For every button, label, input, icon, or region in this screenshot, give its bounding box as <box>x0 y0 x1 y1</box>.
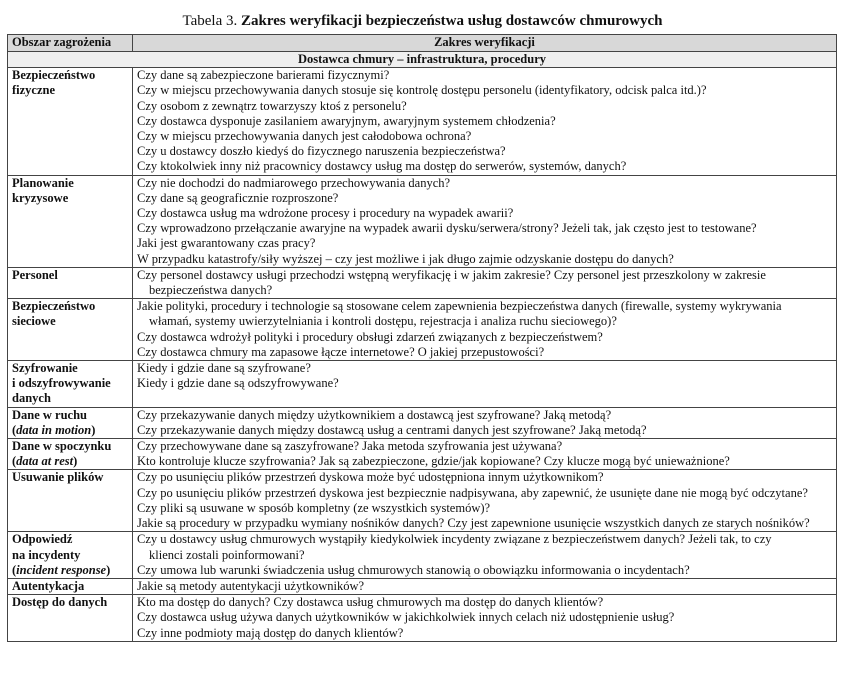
threat-area-label: Szyfrowanie <box>12 361 78 376</box>
section-row <box>8 52 837 68</box>
threat-area-cell <box>8 407 133 438</box>
table-caption <box>0 0 845 29</box>
threat-area-cell <box>8 68 133 175</box>
verification-questions-cell <box>133 439 837 470</box>
threat-area-cell <box>8 299 133 361</box>
threat-area-label: Dane w spoczynku <box>12 439 112 454</box>
verification-question: Czy u dostawcy usług chmurowych wystąpiły kiedykolwiek incydenty związane z bezpieczeństwem danych? Jeżeli tak, to czy <box>137 532 772 547</box>
table-row <box>8 361 837 408</box>
verification-questions-cell <box>133 407 837 438</box>
threat-area-label: Planowanie <box>12 175 74 190</box>
verification-question: Czy po usunięciu plików przestrzeń dyskowa jest bezpiecznie nadpisywana, aby zapewnić, że usunięte dane nie mogą być odczytane? <box>137 485 808 500</box>
header-threat-area: Obszar zagrożenia <box>8 35 133 52</box>
table-row <box>8 299 837 361</box>
verification-question: Czy po usunięciu plików przestrzeń dyskowa może być udostępniona innym użytkownikom? <box>137 470 604 485</box>
caption-title: Zakres weryfikacji bezpieczeństwa usług dostawców chmurowych <box>241 13 663 29</box>
verification-question: Jakie są procedury w przypadku wymiany nośników danych? Czy jest zapewnione usunięcie wszystkich danych ze starych nośników? <box>137 516 810 531</box>
verification-question: Czy osobom z zewnątrz towarzyszy ktoś z personelu? <box>137 98 407 113</box>
threat-area-cell <box>8 532 133 579</box>
threat-area-label: Dostęp do danych <box>12 595 108 610</box>
verification-question: Czy przekazywanie danych między dostawcą usług a centrami danych jest szyfrowane? Jaką metodą? <box>137 422 647 437</box>
verification-questions-cell <box>133 267 837 298</box>
verification-questions-cell <box>133 299 837 361</box>
threat-area-label: kryzysowe <box>12 190 69 205</box>
verification-question: klienci zostali poinformowani? <box>149 547 305 562</box>
threat-area-label: Autentykacja <box>12 578 85 593</box>
verification-question: Czy dostawca usług ma wdrożone procesy i procedury na wypadek awarii? <box>137 206 514 221</box>
verification-question: Czy dostawca wdrożył polityki i procedury obsługi zdarzeń związanych z bezpieczeństwem? <box>137 329 603 344</box>
threat-area-english-term: (data in motion) <box>12 422 96 437</box>
verification-question: Czy dostawca dysponuje zasilaniem awaryjnym, awaryjnym systemem chłodzenia? <box>137 113 556 128</box>
verification-table <box>7 34 837 642</box>
threat-area-english-term: (incident response) <box>12 562 111 577</box>
table-row <box>8 595 837 642</box>
section-title: Dostawca chmury – infrastruktura, procedury <box>8 52 837 68</box>
table-body <box>8 52 837 642</box>
table-row <box>8 68 837 175</box>
verification-question: Czy ktokolwiek inny niż pracownicy dostawcy usług ma dostęp do serwerów, systemów, danych? <box>137 159 627 174</box>
verification-question: Czy nie dochodzi do nadmiarowego przechowywania danych? <box>137 175 451 190</box>
table-row <box>8 532 837 579</box>
verification-question: Czy pliki są usuwane w sposób kompletny (ze wszystkich systemów)? <box>137 500 491 515</box>
threat-area-cell <box>8 267 133 298</box>
verification-question: Jakie polityki, procedury i technologie są stosowane celem zapewnienia bezpieczeństwa danych (firewalle, systemy wykrywania <box>137 299 782 314</box>
threat-area-label: fizyczne <box>12 83 56 98</box>
threat-area-label: Odpowiedź <box>12 532 73 547</box>
verification-question: Czy przechowywane dane są zaszyfrowane? Jaka metoda szyfrowania jest używana? <box>137 439 563 454</box>
threat-area-label: na incydenty <box>12 547 81 562</box>
verification-question: W przypadku katastrofy/siły wyższej – czy jest możliwe i jak długo zajmie odzyskanie dostępu do danych? <box>137 251 674 266</box>
verification-question: Jaki jest gwarantowany czas pracy? <box>137 236 316 251</box>
verification-question: Jakie są metody autentykacji użytkowników? <box>137 578 365 593</box>
verification-question: Czy w miejscu przechowywania danych stosuje się kontrolę dostępu personelu (identyfikatory, odcisk palca itd.)? <box>137 83 707 98</box>
verification-question: Czy dostawca usług używa danych użytkowników w jakichkolwiek innych celach niż udostępnienie usług? <box>137 610 675 625</box>
table-header-row <box>8 35 837 52</box>
threat-area-english-term: (data at rest) <box>12 454 78 469</box>
verification-question: Czy dane są zabezpieczone barierami fizycznymi? <box>137 68 390 83</box>
table-row <box>8 578 837 594</box>
table-row <box>8 175 837 267</box>
verification-question: Kto kontroluje klucze szyfrowania? Jak są zabezpieczone, gdzie/jak kopiowane? Czy klucze mogą być unieważnione? <box>137 454 730 469</box>
table-row <box>8 439 837 470</box>
verification-question: Czy personel dostawcy usługi przechodzi wstępną weryfikację i w jakim zakresie? Czy personel jest przeszkolony w zakresie <box>137 267 766 282</box>
verification-question: Czy inne podmioty mają dostęp do danych klientów? <box>137 625 404 640</box>
verification-questions-cell <box>133 175 837 267</box>
verification-question: Czy dostawca chmury ma zapasowe łącze internetowe? O jakiej przepustowości? <box>137 344 545 359</box>
header-verification-scope: Zakres weryfikacji <box>133 35 837 52</box>
verification-question: Kiedy i gdzie dane są szyfrowane? <box>137 361 311 376</box>
verification-questions-cell <box>133 578 837 594</box>
verification-question: Czy w miejscu przechowywania danych jest całodobowa ochrona? <box>137 129 472 144</box>
verification-questions-cell <box>133 595 837 642</box>
verification-questions-cell <box>133 361 837 408</box>
verification-question: Kto ma dostęp do danych? Czy dostawca usług chmurowych ma dostęp do danych klientów? <box>137 595 604 610</box>
threat-area-cell <box>8 470 133 532</box>
table-row <box>8 267 837 298</box>
threat-area-label: i odszyfrowywanie <box>12 376 111 391</box>
threat-area-label: sieciowe <box>12 314 56 329</box>
threat-area-label: Bezpieczeństwo <box>12 299 96 314</box>
threat-area-label: Usuwanie plików <box>12 470 104 485</box>
verification-question: włamań, systemy uwierzytelniania i kontroli dostępu, rejestracja i analiza ruchu sieciowego)? <box>149 314 617 329</box>
threat-area-cell <box>8 595 133 642</box>
table-row <box>8 407 837 438</box>
verification-question: Kiedy i gdzie dane są odszyfrowywane? <box>137 376 339 391</box>
verification-question: Czy umowa lub warunki świadczenia usług chmurowych stanowią o obowiązku informowania o incydentach? <box>137 562 690 577</box>
threat-area-label: Personel <box>12 267 58 282</box>
verification-question: Czy wprowadzono przełączanie awaryjne na wypadek awarii dysku/serwera/strony? Jeżeli tak, jak często jest to testowane? <box>137 221 757 236</box>
threat-area-cell <box>8 361 133 408</box>
threat-area-label: Dane w ruchu <box>12 407 88 422</box>
threat-area-cell <box>8 175 133 267</box>
threat-area-label: danych <box>12 391 51 406</box>
verification-questions-cell <box>133 470 837 532</box>
caption-prefix: Tabela 3. <box>182 13 238 29</box>
verification-question: Czy u dostawcy doszło kiedyś do fizycznego naruszenia bezpieczeństwa? <box>137 144 506 159</box>
threat-area-cell <box>8 439 133 470</box>
threat-area-label: Bezpieczeństwo <box>12 68 96 83</box>
verification-questions-cell <box>133 68 837 175</box>
threat-area-cell <box>8 578 133 594</box>
table-row <box>8 470 837 532</box>
verification-question: Czy przekazywanie danych między użytkownikiem a dostawcą jest szyfrowane? Jaką metodą? <box>137 407 612 422</box>
verification-question: bezpieczeństwa danych? <box>149 283 273 298</box>
verification-question: Czy dane są geograficznie rozproszone? <box>137 190 339 205</box>
verification-questions-cell <box>133 532 837 579</box>
